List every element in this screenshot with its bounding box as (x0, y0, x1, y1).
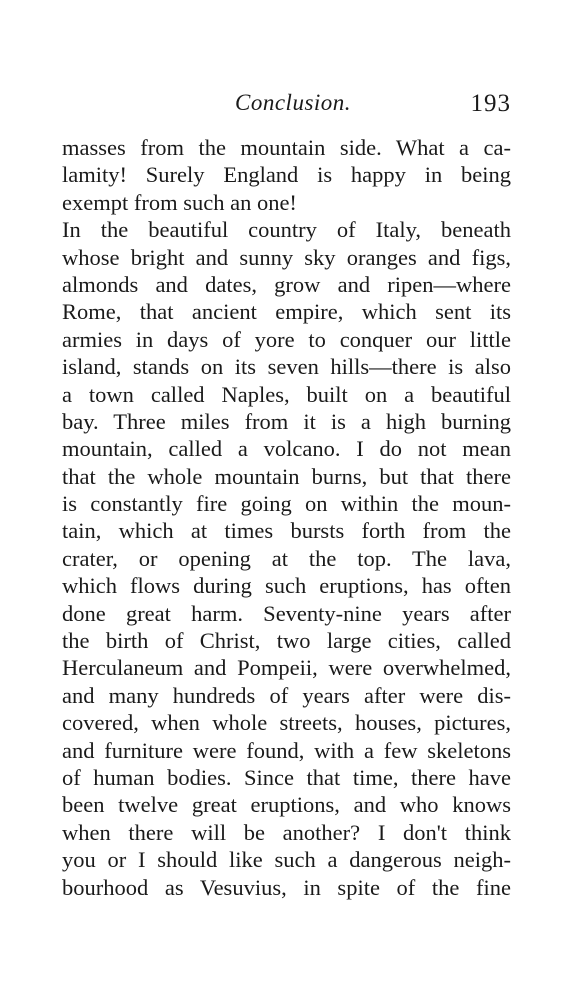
text-line: mountain, called a volcano. I do not mean (62, 436, 511, 462)
text-line: island, stands on its seven hills—there is also (62, 354, 511, 380)
text-line: covered, when whole streets, houses, pictures, (62, 710, 511, 736)
text-line: done great harm. Seventy-nine years after (62, 600, 511, 626)
body-text (62, 134, 511, 901)
text-line: masses from the mountain side. What a ca- (62, 135, 511, 160)
text-line: which flows during such eruptions, has often (62, 573, 511, 599)
text-line: is constantly fire going on within the moun- (62, 491, 511, 517)
text-line: exempt from such an one! (62, 189, 297, 215)
text-line: you or I should like such a dangerous neigh- (62, 847, 511, 873)
text-line: a town called Naples, built on a beautiful (62, 381, 511, 407)
text-line: bourhood as Vesuvius, in spite of the fine (62, 874, 511, 900)
text-line: bay. Three miles from it is a high burning (62, 408, 511, 434)
text-line: crater, or opening at the top. The lava, (62, 545, 511, 571)
text-line: almonds and dates, grow and ripen—where (62, 271, 511, 297)
text-line: lamity! Surely England is happy in being (62, 162, 511, 188)
text-line: been twelve great eruptions, and who knows (62, 792, 511, 818)
page-number: 193 (470, 90, 511, 117)
text-line: and furniture were found, with a few skeletons (62, 737, 511, 763)
text-line: Herculaneum and Pompeii, were overwhelmed, (62, 655, 511, 681)
text-line: whose bright and sunny sky oranges and figs, (62, 244, 511, 270)
text-line: tain, which at times bursts forth from the (62, 518, 511, 544)
running-head (62, 90, 511, 120)
text-line: when there will be another? I don't think (62, 819, 511, 845)
paragraph-start-line: In the beautiful country of Italy, beneath (62, 217, 511, 243)
text-line: that the whole mountain burns, but that there (62, 463, 511, 489)
text-line: armies in days of yore to conquer our little (62, 326, 511, 352)
text-line: Rome, that ancient empire, which sent its (62, 299, 511, 325)
text-line: and many hundreds of years after were dis- (62, 682, 511, 708)
text-line: the birth of Christ, two large cities, called (62, 628, 511, 654)
running-title: Conclusion. (235, 90, 352, 115)
text-line: of human bodies. Since that time, there have (62, 764, 511, 790)
